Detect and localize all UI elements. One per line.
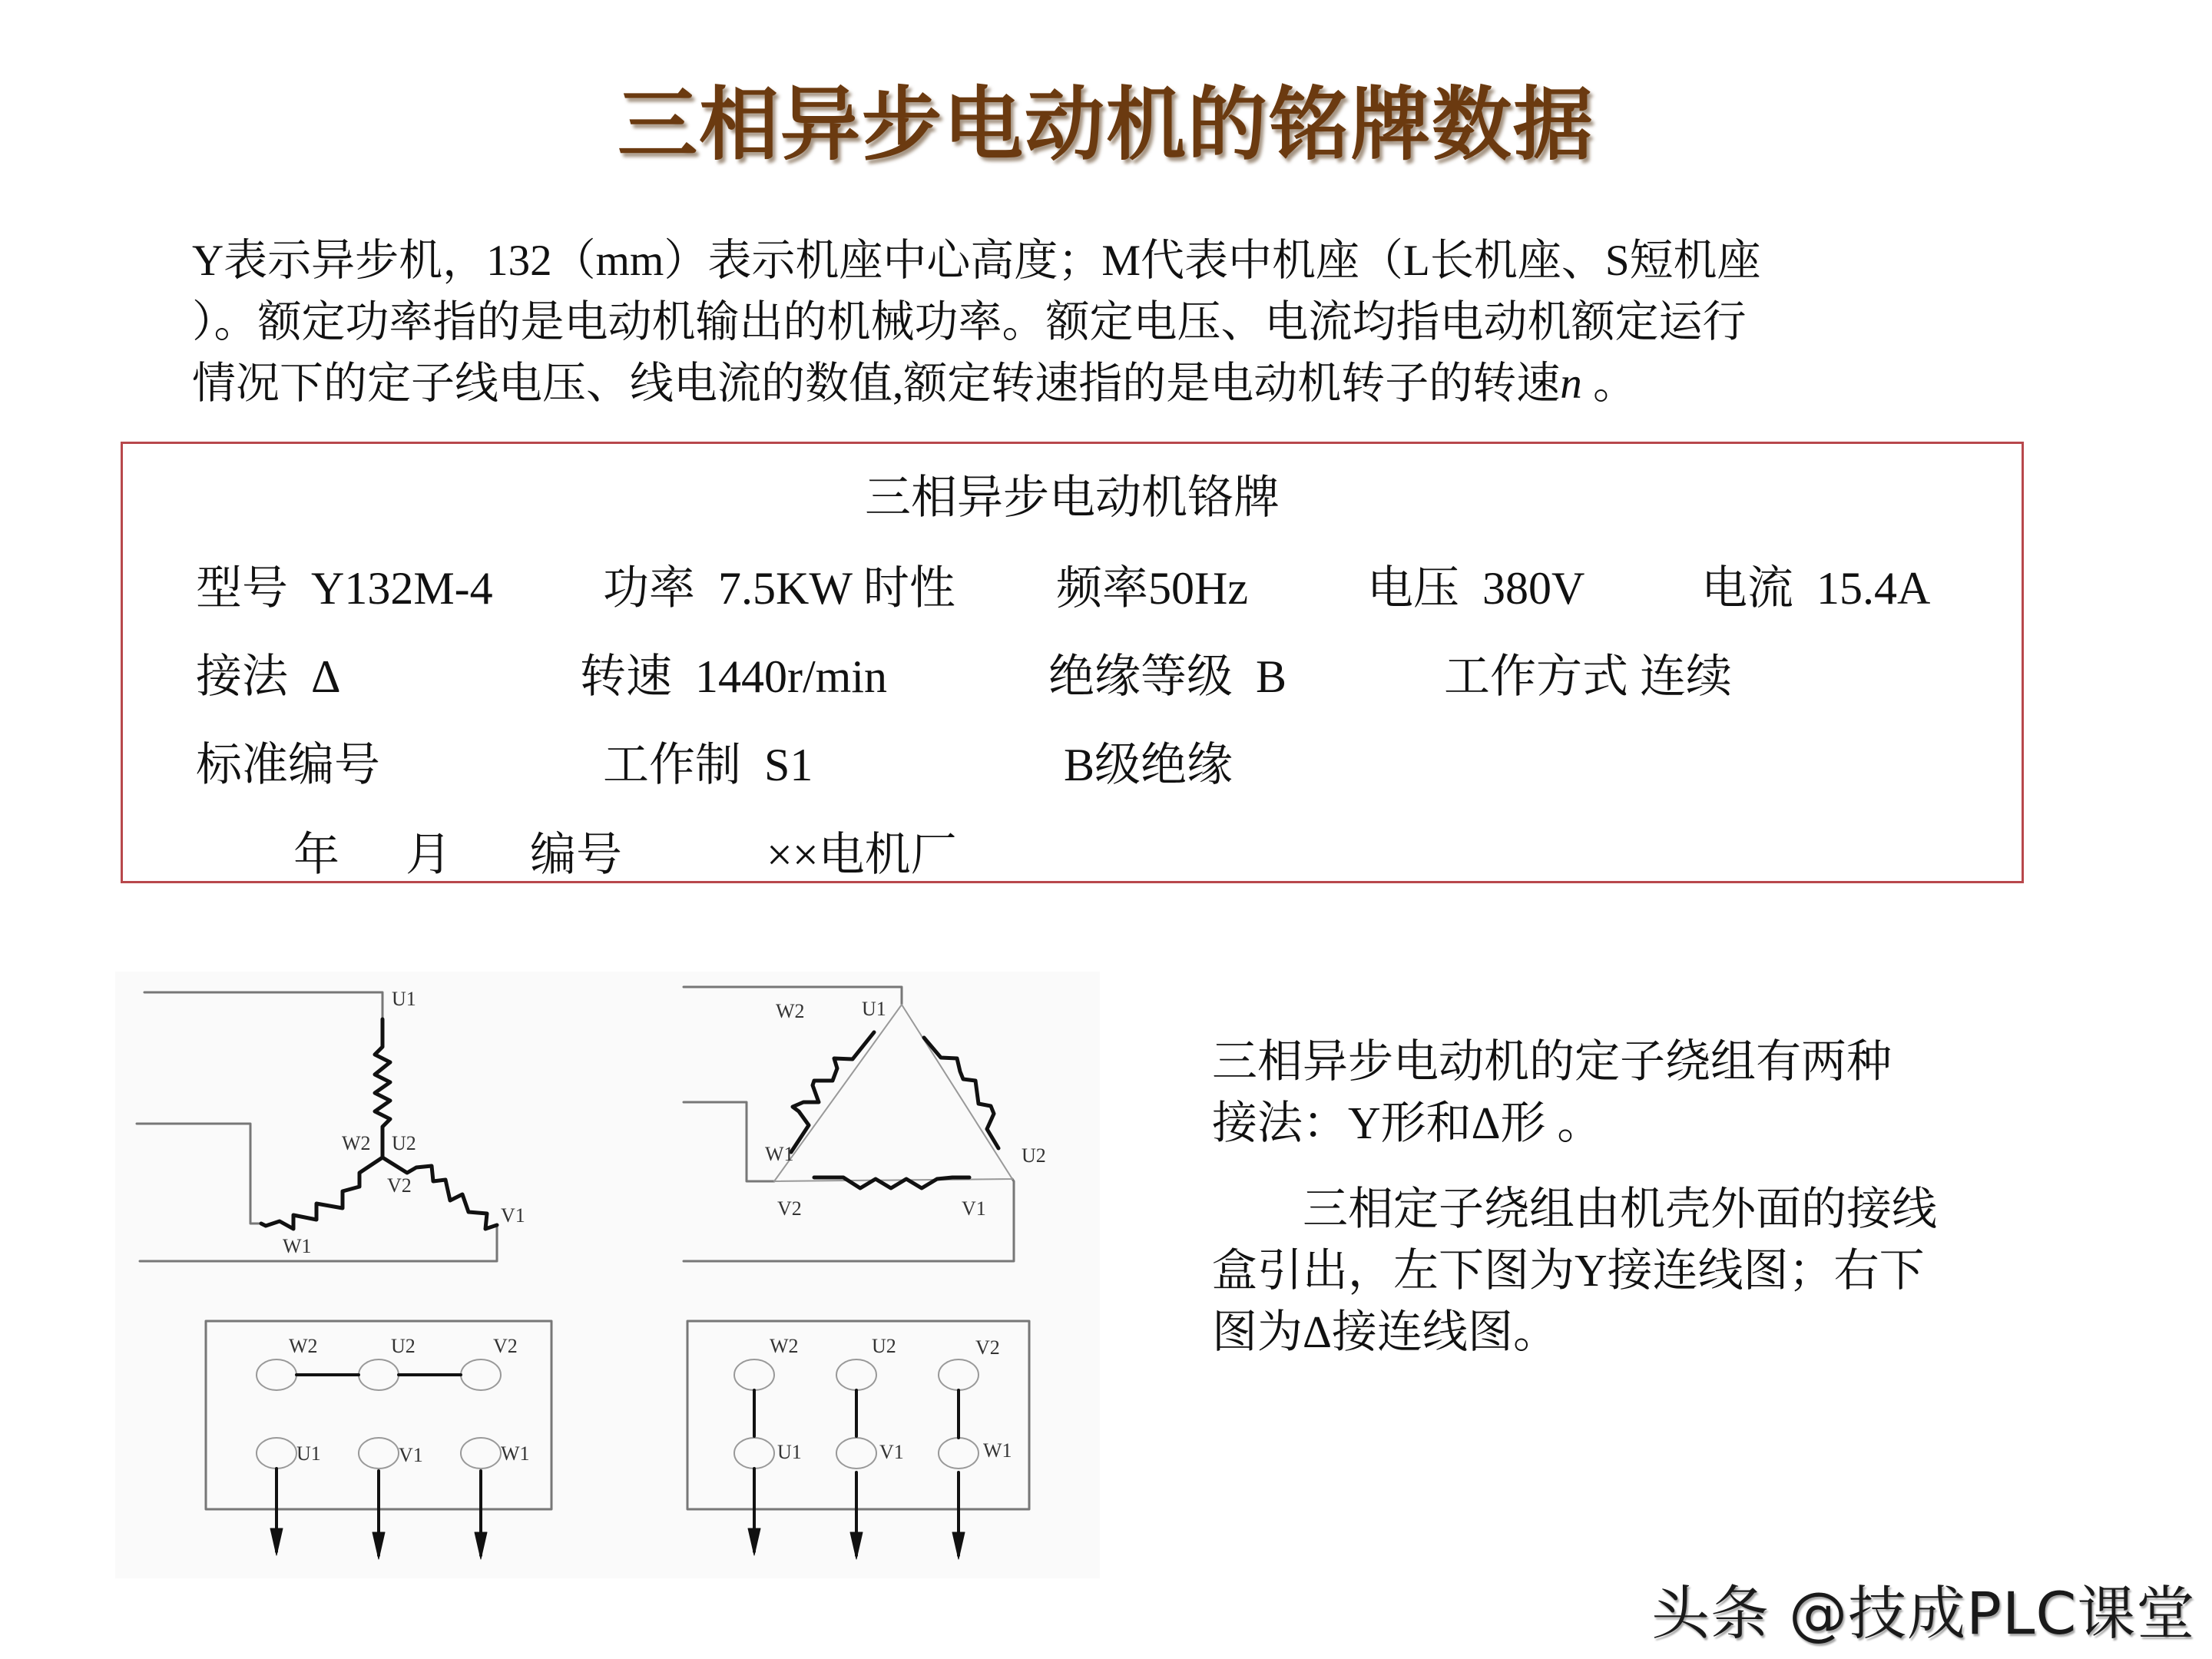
nameplate-heading: 三相异步电动机铬牌: [865, 472, 1280, 523]
delta-winding-diagram: [684, 987, 1014, 1261]
star-label-u1: U1: [392, 988, 416, 1010]
field-label: 电压: [1367, 563, 1459, 614]
delta-box-bottom-1: U1: [777, 1441, 802, 1463]
watermark: 头条 @技成PLC课堂: [1651, 1579, 2196, 1647]
delta-label-v1: V1: [962, 1197, 986, 1220]
field-label: 功率: [603, 563, 695, 614]
intro-line-3-end: 。: [1581, 359, 1637, 408]
side-line: 接法：Y形和Δ形 。: [1212, 1098, 1603, 1148]
delta-box-top-2: U2: [872, 1335, 896, 1357]
field-frequency: [1056, 551, 1248, 618]
side-line: 三相定子绕组由机壳外面的接线: [1212, 1184, 1938, 1234]
field-value: 1440r/min: [695, 651, 887, 702]
star-label-u2: U2: [392, 1132, 416, 1154]
star-label-w1: W1: [283, 1235, 312, 1257]
field-value: 50Hz: [1148, 563, 1248, 614]
star-label-w2: W2: [342, 1132, 371, 1154]
field-label: 标准编号: [196, 740, 380, 790]
delta-label-u2: U2: [1022, 1144, 1046, 1167]
delta-box-bottom-2: V1: [879, 1441, 904, 1463]
field-value: 7.5KW 时性: [718, 563, 955, 614]
speed-variable: n: [1560, 359, 1582, 408]
star-label-v2: V2: [387, 1174, 412, 1197]
field-label: 频率: [1056, 563, 1148, 614]
star-box-top-3: V2: [493, 1335, 518, 1357]
star-box-bottom-3: W1: [501, 1442, 530, 1465]
delta-label-u1: U1: [862, 998, 886, 1020]
wiring-diagrams: [115, 972, 1100, 1578]
star-box-bottom-1: U1: [296, 1442, 321, 1465]
field-current: [1701, 551, 1930, 618]
wiring-diagram-panel: [115, 972, 1100, 1578]
field-label: 工作制: [603, 740, 741, 790]
field-connection: [196, 640, 341, 706]
delta-label-v2: V2: [777, 1197, 802, 1220]
field-duty-type: [603, 728, 813, 794]
star-box-top-2: U2: [391, 1335, 416, 1357]
field-label: 型号: [196, 563, 288, 614]
star-winding-diagram: [137, 992, 497, 1261]
field-value: 380V: [1482, 563, 1585, 614]
field-month: 月: [406, 830, 452, 880]
field-insulation-note: [1064, 728, 1233, 794]
delta-box-top-3: V2: [975, 1336, 1000, 1359]
field-serial-number: 编号: [530, 830, 622, 880]
field-voltage: [1367, 551, 1584, 618]
field-standard-number: [196, 728, 380, 794]
field-label: 接法: [196, 651, 288, 702]
star-box-top-1: W2: [289, 1335, 318, 1357]
delta-label-w1: W1: [765, 1143, 794, 1165]
side-line: 盒引出，左下图为Y接连线图；右下: [1212, 1245, 1925, 1296]
delta-box-bottom-3: W1: [983, 1439, 1012, 1462]
field-duty-mode: [1444, 640, 1732, 706]
field-power: [603, 551, 955, 618]
field-value: Δ: [311, 651, 341, 702]
side-paragraph-2: [1212, 1178, 2018, 1363]
intro-line-2: ）。额定功率指的是电动机输出的机械功率。额定电压、电流均指电动机额定运行: [192, 298, 1747, 346]
delta-label-w2: W2: [776, 1000, 805, 1022]
field-speed: [580, 640, 887, 706]
nameplate-box: [121, 442, 2024, 883]
delta-box-top-1: W2: [770, 1335, 799, 1357]
field-value: S1: [764, 740, 813, 790]
field-label: 工作方式: [1444, 651, 1628, 702]
field-value: 连续: [1640, 651, 1732, 702]
page-title: 三相异步电动机的铭牌数据: [617, 78, 1594, 171]
star-label-v1: V1: [501, 1204, 525, 1227]
field-manufacturer: ××电机厂: [767, 830, 957, 880]
side-line: 三相异步电动机的定子绕组有两种: [1212, 1036, 1892, 1087]
field-label: 绝缘等级: [1048, 651, 1233, 702]
intro-line-3: [192, 353, 2035, 415]
intro-line-3-text: 情况下的定子线电压、线电流的数值,额定转速指的是电动机转子的转速: [192, 359, 1561, 408]
field-year: 年: [293, 830, 339, 880]
field-value: Y132M-4: [311, 563, 493, 614]
intro-paragraph: [192, 230, 2035, 415]
field-label: 转速: [580, 651, 672, 702]
field-insulation-class: [1048, 640, 1286, 706]
side-paragraph-1: [1212, 1031, 2018, 1154]
field-value: 15.4A: [1816, 563, 1931, 614]
field-value: B: [1256, 651, 1287, 702]
side-line: 图为Δ接连线图。: [1212, 1306, 1558, 1357]
star-box-bottom-2: V1: [399, 1444, 423, 1466]
field-value: B级绝缘: [1064, 740, 1233, 790]
field-label: 电流: [1701, 563, 1793, 614]
intro-line-1: Y表示异步机，132（mm）表示机座中心高度；M代表中机座（L长机座、S短机座: [192, 237, 1761, 285]
field-model: [196, 551, 493, 618]
